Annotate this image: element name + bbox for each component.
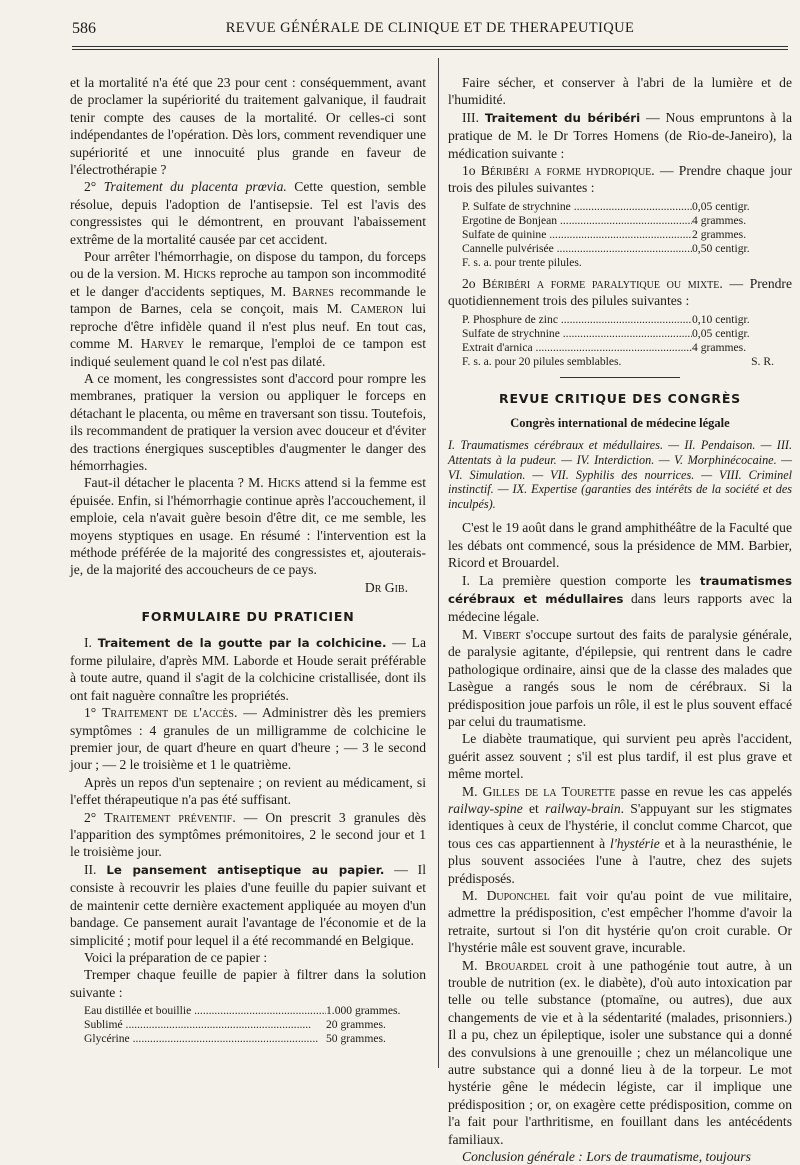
prescription-row [462, 200, 792, 214]
paragraph-duponchel [448, 887, 792, 957]
ingredient: Sulfate de quinine ..... [462, 228, 692, 242]
term: railway-brain [545, 800, 621, 816]
item-title: Le pansement antiseptique au papier. [106, 862, 385, 877]
prescription-footer [462, 355, 792, 369]
ingredient: Sulfate de strychnine ..... [462, 327, 692, 341]
section-title: FORMULAIRE DU PRATICIEN [141, 609, 355, 625]
text-run: lui reproche d'être infidèle quand il n'est plus neuf. En tout cas, comme M. [70, 301, 426, 352]
item-text: Cette question, semble résolue, depuis l'adoption de l'antisepsie. Tel est l'avis des congressistes qui le démontrent, en prouvant l'abaissement extrême de la mortalité causée par cet accident. [70, 179, 426, 247]
topic-title: traumatismes cérébraux et médullaires [448, 573, 792, 607]
item-number: 1o [462, 163, 481, 179]
item-title: Béribéri a forme hydropique. [480, 163, 655, 179]
author-name: Hicks [183, 266, 216, 282]
item-title: Traitement du placenta prœvia. [103, 179, 287, 195]
author-name: Harvey [140, 336, 185, 352]
item-text: — Administrer dès les premiers symptômes : 4 granules de un milligramme de colchicine le premier jour, de quart d'heure en quart d'heure ; — 3 le second jour ; — 2 le troisième et 1 le quatrième. [70, 705, 426, 773]
text-run: et [522, 800, 546, 816]
section-title: REVUE CRITIQUE DES CONGRÈS [499, 390, 741, 406]
paragraph-gout [70, 634, 426, 705]
prescription-list-paralytique [462, 313, 792, 369]
ingredient: Ergotine de Bonjean ..... [462, 214, 692, 228]
text-run: I. La première question comporte les [462, 572, 700, 588]
paragraph: Le diabète traumatique, qui survient peu après l'accident, guérit assez souvent ; s'il est plus tardif, il est plus grave et même mortel. [448, 731, 792, 782]
item-number: 2o [462, 275, 483, 291]
item-title: Béribéri a forme paralytique ou mixte. [482, 275, 723, 291]
congress-topics: I. Traumatismes cérébraux et médullaires. — II. Pendaison. — III. Attentats à la pudeur. — IV. Interdiction. — V. Morphinécocaine. — VI. Simulation. — VII. Syphilis des nourrices. — VIII. Criminel instinctif. — IX. Expertise (garanties des intérêts de la société et des inculpés). [448, 438, 792, 511]
prescription-row [462, 313, 792, 327]
text-run: fait voir qu'au point de vue militaire, admettre la prédisposition, c'est empêcher l'homme d'avoir la retraite, surtout si l'on dit hystérie qu'on croit curable. Or l'hystérie mâle est souvent grave, incurable. [448, 887, 792, 956]
author-name: Brouardel [485, 957, 549, 973]
paragraph: C'est le 19 août dans le grand amphithéâtre de la Faculté que les débats ont commencé, sous la présidence de MM. Barbier, Ricord et Brouardel. [448, 520, 792, 571]
item-number: III. [462, 109, 485, 125]
prescription-row [84, 1004, 426, 1018]
ingredient: Cannelle pulvérisée ..... [462, 242, 692, 256]
paragraph-traumatismes [448, 572, 792, 626]
text-run: M. [462, 887, 487, 903]
term: l'hystérie [610, 835, 660, 851]
author-name: Vibert [482, 626, 521, 642]
quantity: 20 grammes. [326, 1018, 386, 1032]
term: railway-spine [448, 800, 523, 816]
signature: Dr Gib. [364, 579, 408, 595]
item-number: I. [84, 634, 98, 650]
paragraph: Après un repos d'un septenaire ; on revient au médicament, si l'effet thérapeutique n'a pas été suffisant. [70, 774, 426, 808]
text-run: et à la neurasthénie, le plus souvent associées l'une à l'autre, chez des sujets prédisposés. [448, 835, 792, 886]
item-title: Traitement du béribéri [484, 110, 641, 125]
item-number: 1° [84, 705, 103, 721]
ingredient: P. Phosphure de zinc ..... [462, 313, 692, 327]
item-text: — Nous empruntons à la pratique de M. le Dr Torres Homens (de Rio-de-Janeiro), la médication suivante : [448, 109, 792, 161]
item-text: — Prendre chaque jour trois des pilules suivantes : [448, 163, 792, 196]
item-text: — Prendre quotidiennement trois des pilules suivantes : [448, 275, 792, 309]
paragraph-tourette [448, 783, 792, 887]
ingredient: Eau distillée et bouillie ..... [84, 1004, 326, 1018]
author-name: Hicks [267, 475, 301, 491]
left-column [70, 74, 426, 1051]
quantity: 50 grammes. [326, 1032, 386, 1046]
running-title: REVUE GÉNÉRALE DE CLINIQUE ET DE THERAPEUTIQUE [225, 20, 635, 36]
text-run: . S'appuyant sur les stigmates identiques à ceux de l'hystérie, il conclut comme Charcot, que tous ces cas appartiennent à [448, 800, 792, 851]
column-separator [438, 58, 439, 1068]
ingredient: Extrait d'arnica ..... [462, 341, 692, 355]
text-run: dans leurs rapports avec la médecine légale. [448, 591, 793, 625]
prescription-note: F. s. a. pour 20 pilules semblables. [462, 354, 622, 368]
prescription-footer: F. s. a. pour trente pilules. [462, 255, 582, 269]
text-run: s'occupe surtout des faits de paralysie générale, de paralysie agitante, d'épilepsie, qui rentrent dans le cadre pathologique ordinaire, ainsi que de la classe des malades que Lasègue a rangés sous le nom de cérébraux. Si la prédisposition joue parfois un rôle, il est le plus souvent effacé par celui du traumatisme. [448, 626, 792, 729]
prescription-row [84, 1032, 426, 1046]
signature: S. R. [751, 354, 774, 368]
text-run: M. [462, 957, 486, 973]
paragraph-placenta-detach [70, 474, 426, 578]
right-column [448, 74, 792, 1165]
text-run: reproche au tampon son incommodité et le danger d'accidents septiques, M. [70, 266, 426, 299]
text-run: le remarque, l'emploi de ce tampon est indiqué seulement quand le col n'est pas dilaté. [70, 336, 427, 369]
item-number: II. [84, 861, 107, 877]
conclusion-text: : Lors de traumatisme, toujours [574, 1149, 751, 1165]
prescription-row [84, 1018, 426, 1032]
section-divider [560, 377, 680, 378]
paragraph: et la mortalité n'a été que 23 pour cent : conséquemment, avant de proclamer la supériorité du traitement galvanique, il faudrait tenir compte des causes de la mortalité. Or celles-ci sont indépendantes de l'opération. Dès lors, comment revendiquer une supériorité et une innocuité plus grande en faveur de l'électrothérapie ? [70, 75, 426, 178]
paragraph: Faire sécher, et conserver à l'abri de la lumière et de l'humidité. [448, 75, 792, 108]
quantity: 0,50 centigr. [692, 241, 750, 255]
conclusion-label: Conclusion générale [462, 1149, 575, 1165]
paragraph-brouardel [448, 957, 792, 1148]
paragraph-paralytique [448, 275, 792, 310]
text-run: M. [462, 783, 483, 799]
prescription-list-hydropique [462, 200, 792, 270]
item-number: 2° [84, 179, 104, 195]
paragraph-acces [70, 704, 426, 774]
text-run: passe en revue les cas appelés [615, 783, 792, 799]
author-name: Cameron [350, 301, 404, 317]
prescription-row [462, 228, 792, 242]
prescription-list [84, 1004, 426, 1046]
text-run: croit à une pathogénie tout autre, à un trouble de nutrition (ex. le diabète), d'où auto intoxication par telle ou telle substance (ptomaïne, ou autres), due aux changements de vie et à la sédentarité (malades, prisonniers.) Il a pu, chez un épileptique, isoler une substance qui a donné des convulsions à une grenouille ; chez un mélancolique une autre substance qui a donné lieu à de la torpeur. Le mot hystérie gêne le médecin légiste, car il implique une prédisposition ; or, on exagère cette prédisposition, comme on l'a fait pour l'arthritisme, en fouillant dans les antécédents familiaux. [448, 957, 792, 1147]
page-number: 586 [72, 20, 96, 37]
text-run: recommande le tampon de Barnes, cela se conçoit, mais M. [70, 283, 427, 317]
quantity: 0,05 centigr. [692, 326, 750, 340]
paragraph-beriberi [448, 109, 792, 162]
item-text: — Il consiste à recouvrir les plaies d'une feuille du papier suivant et de maintenir cette dernière exactement appliquée au moyen d'un bandage. Ce pansement aurait l'avantage de l'économie et de la simplicité ; motif pour lequel il a été recommandé en Belgique. [70, 861, 426, 948]
item-text: — La forme pilulaire, d'après MM. Laborde et Houde serait préférable à toute autre, quand il s'agit de la colchicine cristallisée, dont ils ont fait naguère connaître les propriétés. [70, 634, 426, 703]
prescription-row [462, 341, 792, 355]
ingredient: Sublimé ..... [84, 1018, 326, 1032]
header-rule-top [72, 46, 788, 47]
paragraph: Tremper chaque feuille de papier à filtrer dans la solution suivante : [70, 967, 426, 1000]
paragraph: A ce moment, les congressistes sont d'accord pour rompre les membranes, pratiquer la version ou appliquer le forceps en détachant le placenta, ou même en traversant son tissu. Toutefois, ils recommandent de pratiquer la version avec douceur et d'éviter des tractions énergiques susceptibles d'augmenter le danger des hémorrhagies. [70, 370, 426, 473]
author-name: Barnes [292, 283, 334, 299]
prescription-row [462, 327, 792, 341]
author-name: Duponchel [486, 887, 550, 903]
header-rule-bottom [72, 49, 788, 50]
quantity: 4 grammes. [692, 340, 747, 354]
text-run: Faut-il détacher le placenta ? M. [84, 475, 268, 491]
ingredient: Glycérine ..... [84, 1032, 326, 1046]
paragraph-hemorrhage [70, 248, 426, 370]
author-name: Gilles de la Tourette [482, 783, 616, 799]
congress-title: Congrès international de médecine légale [510, 416, 730, 431]
quantity: 1.000 grammes. [326, 1004, 401, 1018]
item-text: — On prescrit 3 granules dès l'apparition des symptômes prémonitoires, 2 le second jour et 1 le troisième jour. [70, 809, 426, 860]
item-number: 2° [84, 809, 105, 825]
quantity: 0,10 centigr. [692, 312, 750, 326]
paragraph-hydropique [448, 162, 792, 197]
quantity: 0,05 centigr. [692, 199, 750, 213]
quantity: 2 grammes. [692, 227, 747, 241]
prescription-row [462, 214, 792, 228]
paragraph-placenta [70, 178, 426, 248]
paragraph-conclusion [448, 1148, 792, 1165]
text-run: attend si la femme est épuisée. Enfin, si l'hémorrhagie continue après l'accouchement, il emploie, cela n'avait guère besoin d'être dit, ce me semble, les moyens styptiques en usage. En résumé : l'intervention est la méthode préférée de la majorité des congressistes et, ajouterais-je, de la majorité des accoucheurs de ce pays. [70, 475, 426, 578]
quantity: 4 grammes. [692, 213, 747, 227]
paragraph: Voici la préparation de ce papier : [84, 949, 268, 965]
text-run: M. [462, 626, 483, 642]
paragraph-pansement [70, 861, 426, 949]
page-header [72, 18, 788, 42]
item-title: Traitement de la goutte par la colchicine. [97, 635, 387, 650]
text-run: Pour arrêter l'hémorrhagie, on dispose du tampon, du forceps ou de la version. M. [70, 249, 426, 282]
paragraph-preventif [70, 809, 426, 861]
item-title: Traitement de l'accès. [102, 705, 238, 721]
prescription-row [462, 242, 792, 256]
ingredient: P. Sulfate de strychnine ..... [462, 200, 692, 214]
paragraph-vibert [448, 626, 792, 730]
item-title: Traitement préventif. [104, 809, 236, 825]
